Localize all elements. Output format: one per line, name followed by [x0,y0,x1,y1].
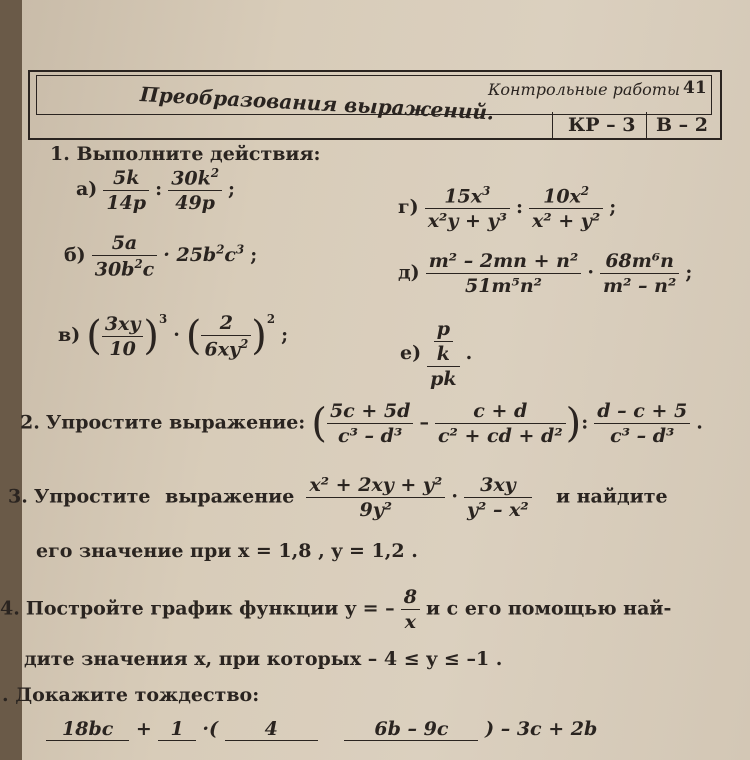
task1-text: Выполните действия: [76,143,321,165]
task3-line2: его значение при x = 1,8 , y = 1,2 . [36,540,418,562]
task1-item-e: е) $\frac{\frac{p}{k}}{pk}$ . [400,318,473,390]
task1-heading [50,143,321,165]
task4: 4. Постройте график функции y = – $\frac{8}{x}$ и с его помощью най- [0,586,672,633]
task1-item-a: а) $\frac{5k}{14p}$ : $\frac{30k^2}{49p}$ ; [76,166,236,215]
task1-item-b: б) $\frac{5a}{30b^2c}$ · $25b^2c^3$ ; [64,232,258,281]
kr-label: КР – 3 [568,114,636,136]
task1-number: 1. [50,143,70,165]
task4-line2: дите значения x, при которых – 4 ≤ y ≤ –1 . [24,648,503,670]
variant-label: В – 2 [656,114,709,136]
task1-item-v: в) ( $\frac{3xy}{10}$ )$^3$ · ( $\frac{2}{6xy^2}$ )$^2$ ; [58,312,289,361]
page-title: Преобразования выражений. [139,82,495,125]
task1-item-d: д) $\frac{\text{m² – 2mn + n²}}{\text{51m⁵n²}}$ · $\frac{\text{68m⁶n}}{\text{m² – n²}}$ ; [398,250,693,297]
task2: 2. Упростите выражение: ( $\frac{5c + 5d}{\text{c³ – d³}}$ – $\frac{c + d}{\text{c² + cd + d²}}$ ): $\frac{d - c + 5}{\text{c³ – d³}}$ . [20,400,703,447]
page-number: 41 [683,78,707,98]
task5-fragment: 18bc + 1 ·( 4 6b – 9c ) – 3c + 2b [46,718,746,750]
task1-item-g: г) $\frac{15x^3}{\text{x²y + y³}}$ : $\frac{10x^2}{\text{x² + y²}}$ ; [398,184,617,233]
kr-divider [646,112,647,138]
task5-heading: . Докажите тождество: [2,684,260,706]
task3: 3. Упростите выражение $\frac{\text{x² + 2xy + y²}}{\text{9y²}}$ · $\frac{3xy}{\text{y² – x²}}$ и найдите [8,474,668,521]
section-title: Контрольные работы [488,80,681,99]
